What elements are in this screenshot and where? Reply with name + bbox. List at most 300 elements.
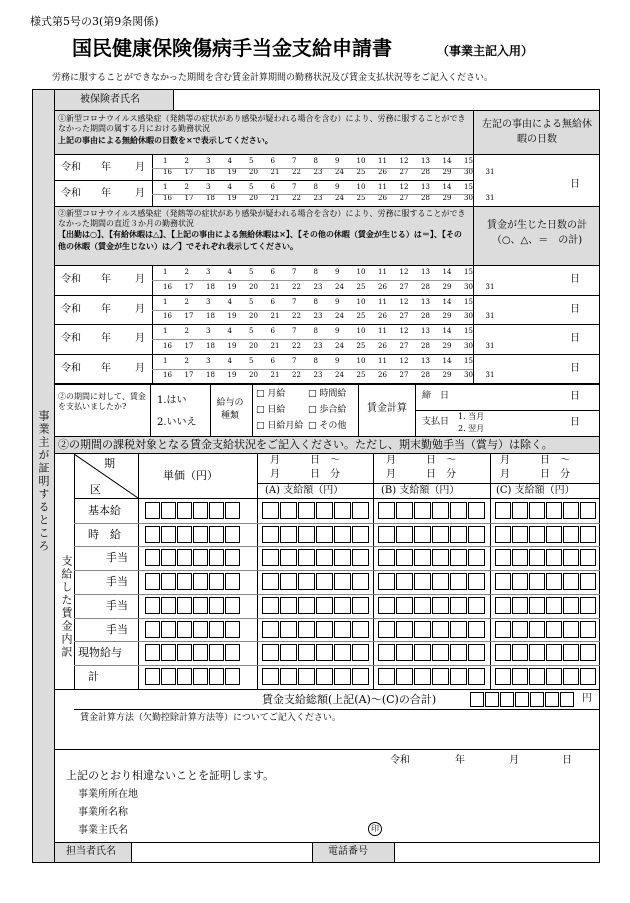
day-cell[interactable]: 5 — [249, 183, 254, 191]
amount-a-digit[interactable] — [334, 668, 351, 685]
amount-a-digit[interactable] — [316, 549, 333, 566]
amount-a-digit[interactable] — [334, 573, 351, 590]
day-cell[interactable]: 17 — [184, 194, 194, 202]
amount-b-digit[interactable] — [468, 668, 485, 685]
wage-type-commission[interactable]: □ 歩合給 — [308, 405, 347, 415]
day-cell[interactable]: 13 — [421, 157, 430, 165]
amount-a-digit[interactable] — [262, 621, 279, 638]
period-a-from[interactable]: 月 日 ～ — [270, 455, 340, 466]
amount-b-digit[interactable] — [468, 573, 485, 590]
amount-a-digit[interactable] — [280, 549, 297, 566]
day-cell[interactable]: 20 — [249, 282, 258, 291]
day-cell[interactable]: 13 — [421, 268, 430, 276]
amount-b-digit[interactable] — [414, 573, 431, 590]
day-cell[interactable]: 19 — [227, 371, 237, 379]
amount-a-digit[interactable] — [316, 644, 333, 661]
day-cell[interactable]: 5 — [249, 297, 254, 306]
day-cell[interactable]: 25 — [356, 194, 366, 202]
day-cell[interactable]: 24 — [335, 371, 344, 379]
day-cell[interactable]: 3 — [206, 183, 211, 191]
unit-price-digit[interactable] — [145, 597, 160, 614]
calc-method-field[interactable] — [76, 726, 596, 748]
section2-month-row[interactable] — [55, 296, 599, 325]
period-b-to[interactable]: 月 日 分 — [386, 469, 456, 480]
amount-c-digit[interactable] — [563, 644, 579, 661]
amount-c-digit[interactable] — [512, 549, 528, 566]
day-cell[interactable]: 13 — [421, 183, 430, 191]
amount-a-digit[interactable] — [262, 502, 279, 519]
day-cell[interactable]: 21 — [270, 341, 280, 350]
day-cell[interactable]: 27 — [399, 194, 409, 202]
amount-b-digit[interactable] — [378, 502, 395, 519]
wage-total-digit[interactable] — [560, 692, 574, 707]
day-cell[interactable]: 25 — [356, 282, 366, 291]
day-cell[interactable]: 22 — [292, 312, 301, 320]
day-cell[interactable]: 23 — [313, 341, 323, 350]
day-cell[interactable]: 6 — [270, 157, 275, 165]
amount-a-digit[interactable] — [334, 597, 351, 614]
day-cell[interactable]: 2 — [184, 183, 189, 191]
amount-c-digit[interactable] — [580, 573, 596, 590]
day-cell[interactable]: 19 — [227, 341, 237, 350]
day-cell[interactable]: 4 — [227, 356, 232, 365]
amount-c-digit[interactable] — [512, 668, 528, 685]
unit-price-digit[interactable] — [145, 526, 160, 543]
amount-b-digit[interactable] — [432, 621, 449, 638]
day-cell[interactable]: 9 — [335, 327, 340, 335]
unit-price-digit[interactable] — [209, 668, 224, 685]
day-cell[interactable]: 5 — [249, 327, 254, 335]
amount-a-digit[interactable] — [262, 644, 279, 661]
day-cell[interactable]: 7 — [292, 327, 297, 335]
unit-price-digit[interactable] — [193, 549, 208, 566]
day-cell[interactable]: 15 — [464, 356, 473, 365]
amount-c-digit[interactable] — [563, 621, 579, 638]
day-cell[interactable]: 16 — [163, 194, 172, 202]
wage-total-digit[interactable] — [500, 692, 514, 707]
day-cell[interactable]: 22 — [292, 168, 301, 176]
unit-price-digit[interactable] — [161, 668, 176, 685]
amount-a-digit[interactable] — [280, 573, 297, 590]
amount-a-digit[interactable] — [316, 573, 333, 590]
amount-b-digit[interactable] — [468, 597, 485, 614]
day-cell[interactable]: 9 — [335, 268, 340, 276]
amount-a-digit[interactable] — [280, 668, 297, 685]
day-cell[interactable]: 10 — [356, 327, 366, 335]
day-cell[interactable]: 13 — [421, 327, 430, 335]
unit-price-digit[interactable] — [209, 526, 224, 543]
unit-price-digit[interactable] — [177, 621, 192, 638]
day-cell[interactable]: 29 — [442, 282, 452, 291]
unit-price-digit[interactable] — [225, 597, 240, 614]
amount-b-digit[interactable] — [450, 597, 467, 614]
amount-b-digit[interactable] — [450, 526, 467, 543]
amount-b-digit[interactable] — [450, 621, 467, 638]
unit-price-digit[interactable] — [209, 597, 224, 614]
amount-b-digit[interactable] — [396, 668, 413, 685]
unit-price-digit[interactable] — [193, 668, 208, 685]
amount-c-digit[interactable] — [546, 502, 562, 519]
day-cell[interactable]: 14 — [442, 356, 452, 365]
amount-a-digit[interactable] — [334, 549, 351, 566]
day-cell[interactable]: 24 — [335, 341, 344, 350]
day-cell[interactable]: 27 — [399, 168, 409, 176]
day-cell[interactable]: 9 — [335, 157, 340, 165]
amount-a-digit[interactable] — [334, 621, 351, 638]
day-cell[interactable]: 23 — [313, 371, 323, 379]
unit-price-digit[interactable] — [225, 668, 240, 685]
day-cell[interactable]: 6 — [270, 297, 275, 306]
unit-price-digit[interactable] — [209, 502, 224, 519]
amount-b-digit[interactable] — [450, 549, 467, 566]
day-cell[interactable]: 21 — [270, 371, 280, 379]
amount-a-digit[interactable] — [262, 597, 279, 614]
day-cell[interactable]: 1 — [163, 183, 168, 191]
amount-a-digit[interactable] — [352, 526, 369, 543]
amount-b-digit[interactable] — [414, 502, 431, 519]
day-cell[interactable]: 3 — [206, 268, 211, 276]
day-cell[interactable]: 26 — [378, 341, 387, 350]
amount-b-digit[interactable] — [396, 597, 413, 614]
day-cell[interactable]: 13 — [421, 356, 430, 365]
amount-a-digit[interactable] — [316, 502, 333, 519]
unit-price-digit[interactable] — [193, 621, 208, 638]
day-cell[interactable]: 31 — [485, 282, 495, 291]
day-cell[interactable]: 16 — [163, 168, 172, 176]
amount-a-digit[interactable] — [334, 644, 351, 661]
day-cell[interactable]: 11 — [378, 268, 387, 276]
day-cell[interactable]: 8 — [313, 327, 318, 335]
day-cell[interactable]: 31 — [485, 168, 495, 176]
day-cell[interactable]: 4 — [227, 327, 232, 335]
unit-price-digit[interactable] — [145, 502, 160, 519]
unit-price-digit[interactable] — [161, 502, 176, 519]
amount-b-digit[interactable] — [378, 644, 395, 661]
day-cell[interactable]: 18 — [206, 371, 215, 379]
amount-b-digit[interactable] — [432, 644, 449, 661]
amount-a-digit[interactable] — [298, 621, 315, 638]
day-cell[interactable]: 26 — [378, 282, 387, 291]
day-cell[interactable]: 27 — [399, 312, 409, 320]
unit-price-digit[interactable] — [177, 502, 192, 519]
amount-a-digit[interactable] — [352, 573, 369, 590]
unit-price-digit[interactable] — [225, 621, 240, 638]
amount-a-digit[interactable] — [352, 549, 369, 566]
amount-c-digit[interactable] — [580, 549, 596, 566]
amount-b-digit[interactable] — [378, 597, 395, 614]
amount-a-digit[interactable] — [316, 526, 333, 543]
amount-c-digit[interactable] — [529, 668, 545, 685]
day-cell[interactable]: 12 — [399, 183, 409, 191]
day-cell[interactable]: 18 — [206, 168, 215, 176]
day-cell[interactable]: 23 — [313, 282, 323, 291]
phone-field[interactable] — [395, 843, 599, 862]
amount-c-digit[interactable] — [495, 573, 511, 590]
unit-price-digit[interactable] — [225, 549, 240, 566]
day-cell[interactable]: 30 — [464, 168, 473, 176]
day-cell[interactable]: 5 — [249, 268, 254, 276]
payment-yes-option[interactable]: 1.はい — [157, 395, 187, 406]
day-cell[interactable]: 4 — [227, 157, 232, 165]
day-cell[interactable]: 8 — [313, 297, 318, 306]
day-cell[interactable]: 24 — [335, 194, 344, 202]
unit-price-digit[interactable] — [161, 644, 176, 661]
amount-c-digit[interactable] — [529, 621, 545, 638]
amount-c-digit[interactable] — [495, 621, 511, 638]
unit-price-digit[interactable] — [177, 644, 192, 661]
amount-c-digit[interactable] — [546, 549, 562, 566]
amount-a-digit[interactable] — [334, 526, 351, 543]
wage-total-digit[interactable] — [470, 692, 484, 707]
day-cell[interactable]: 10 — [356, 157, 366, 165]
day-cell[interactable]: 2 — [184, 327, 189, 335]
amount-b-digit[interactable] — [468, 502, 485, 519]
day-cell[interactable]: 5 — [249, 356, 254, 365]
amount-c-digit[interactable] — [563, 573, 579, 590]
day-cell[interactable]: 3 — [206, 327, 211, 335]
day-cell[interactable]: 18 — [206, 341, 215, 350]
day-cell[interactable]: 25 — [356, 168, 366, 176]
day-cell[interactable]: 24 — [335, 282, 344, 291]
amount-a-digit[interactable] — [298, 526, 315, 543]
day-cell[interactable]: 6 — [270, 356, 275, 365]
wage-total-digit[interactable] — [485, 692, 499, 707]
day-cell[interactable]: 11 — [378, 356, 387, 365]
day-cell[interactable]: 12 — [399, 157, 409, 165]
amount-c-digit[interactable] — [512, 573, 528, 590]
unit-price-digit[interactable] — [145, 621, 160, 638]
day-cell[interactable]: 17 — [184, 168, 194, 176]
unit-price-digit[interactable] — [225, 526, 240, 543]
amount-b-digit[interactable] — [396, 549, 413, 566]
wage-total-digit[interactable] — [545, 692, 559, 707]
amount-c-digit[interactable] — [512, 502, 528, 519]
day-cell[interactable]: 14 — [442, 268, 452, 276]
amount-a-digit[interactable] — [262, 573, 279, 590]
wage-total-digit[interactable] — [530, 692, 544, 707]
day-cell[interactable]: 1 — [163, 157, 168, 165]
day-cell[interactable]: 7 — [292, 157, 297, 165]
unit-price-digit[interactable] — [177, 597, 192, 614]
amount-b-digit[interactable] — [450, 644, 467, 661]
amount-c-digit[interactable] — [563, 526, 579, 543]
amount-c-digit[interactable] — [512, 597, 528, 614]
day-cell[interactable]: 1 — [163, 356, 168, 365]
wage-type-monthly[interactable]: □ 月給 — [256, 389, 286, 399]
unit-price-digit[interactable] — [145, 549, 160, 566]
amount-a-digit[interactable] — [280, 526, 297, 543]
day-cell[interactable]: 3 — [206, 157, 211, 165]
day-cell[interactable]: 10 — [356, 297, 366, 306]
amount-a-digit[interactable] — [298, 597, 315, 614]
day-cell[interactable]: 22 — [292, 341, 301, 350]
pay-option-current[interactable]: 1. 当月 — [458, 412, 485, 421]
amount-b-digit[interactable] — [432, 549, 449, 566]
unit-price-digit[interactable] — [193, 644, 208, 661]
amount-c-digit[interactable] — [529, 597, 545, 614]
amount-c-digit[interactable] — [512, 526, 528, 543]
day-cell[interactable]: 27 — [399, 371, 409, 379]
day-cell[interactable]: 10 — [356, 183, 366, 191]
amount-b-digit[interactable] — [414, 597, 431, 614]
amount-c-digit[interactable] — [563, 668, 579, 685]
day-cell[interactable]: 20 — [249, 168, 258, 176]
unit-price-digit[interactable] — [209, 621, 224, 638]
day-cell[interactable]: 19 — [227, 282, 237, 291]
amount-b-digit[interactable] — [396, 644, 413, 661]
unit-price-digit[interactable] — [209, 549, 224, 566]
amount-b-digit[interactable] — [432, 597, 449, 614]
amount-a-digit[interactable] — [316, 621, 333, 638]
amount-c-digit[interactable] — [580, 668, 596, 685]
amount-c-digit[interactable] — [495, 597, 511, 614]
day-cell[interactable]: 15 — [464, 157, 473, 165]
unit-price-digit[interactable] — [193, 502, 208, 519]
amount-c-digit[interactable] — [495, 549, 511, 566]
amount-a-digit[interactable] — [334, 502, 351, 519]
day-cell[interactable]: 7 — [292, 297, 297, 306]
day-cell[interactable]: 17 — [184, 371, 194, 379]
section1-month-row[interactable] — [55, 181, 599, 206]
amount-a-digit[interactable] — [280, 621, 297, 638]
unit-price-digit[interactable] — [177, 573, 192, 590]
day-cell[interactable]: 16 — [163, 371, 172, 379]
amount-c-digit[interactable] — [529, 549, 545, 566]
amount-c-digit[interactable] — [495, 644, 511, 661]
day-cell[interactable]: 10 — [356, 268, 366, 276]
day-cell[interactable]: 8 — [313, 268, 318, 276]
day-cell[interactable]: 21 — [270, 168, 280, 176]
amount-b-digit[interactable] — [378, 573, 395, 590]
insured-name-field[interactable] — [174, 90, 599, 110]
day-cell[interactable]: 13 — [421, 297, 430, 306]
amount-c-digit[interactable] — [495, 502, 511, 519]
amount-c-digit[interactable] — [546, 621, 562, 638]
amount-a-digit[interactable] — [352, 597, 369, 614]
day-cell[interactable]: 8 — [313, 157, 318, 165]
day-cell[interactable]: 23 — [313, 312, 323, 320]
amount-b-digit[interactable] — [432, 502, 449, 519]
amount-c-digit[interactable] — [512, 621, 528, 638]
day-cell[interactable]: 29 — [442, 371, 452, 379]
day-cell[interactable]: 18 — [206, 312, 215, 320]
day-cell[interactable]: 6 — [270, 268, 275, 276]
amount-c-digit[interactable] — [529, 573, 545, 590]
day-cell[interactable]: 14 — [442, 297, 452, 306]
day-cell[interactable]: 5 — [249, 157, 254, 165]
day-cell[interactable]: 28 — [421, 312, 430, 320]
amount-b-digit[interactable] — [450, 668, 467, 685]
day-cell[interactable]: 29 — [442, 194, 452, 202]
amount-c-digit[interactable] — [580, 644, 596, 661]
day-cell[interactable]: 3 — [206, 356, 211, 365]
amount-b-digit[interactable] — [378, 549, 395, 566]
unit-price-digit[interactable] — [177, 549, 192, 566]
period-b-from[interactable]: 月 日 ～ — [386, 455, 456, 466]
amount-a-digit[interactable] — [262, 526, 279, 543]
day-cell[interactable]: 7 — [292, 183, 297, 191]
day-cell[interactable]: 9 — [335, 356, 340, 365]
amount-a-digit[interactable] — [352, 668, 369, 685]
amount-b-digit[interactable] — [414, 526, 431, 543]
amount-c-digit[interactable] — [512, 644, 528, 661]
day-cell[interactable]: 12 — [399, 356, 409, 365]
day-cell[interactable]: 20 — [249, 371, 258, 379]
amount-c-digit[interactable] — [495, 526, 511, 543]
day-cell[interactable]: 17 — [184, 341, 194, 350]
day-cell[interactable]: 28 — [421, 282, 430, 291]
amount-c-digit[interactable] — [546, 597, 562, 614]
day-cell[interactable]: 11 — [378, 327, 387, 335]
day-cell[interactable]: 26 — [378, 168, 387, 176]
unit-price-digit[interactable] — [161, 621, 176, 638]
period-c-from[interactable]: 月 日 ～ — [500, 455, 570, 466]
unit-price-digit[interactable] — [209, 573, 224, 590]
day-cell[interactable]: 19 — [227, 312, 237, 320]
unit-price-digit[interactable] — [177, 526, 192, 543]
day-cell[interactable]: 11 — [378, 297, 387, 306]
day-cell[interactable]: 22 — [292, 282, 301, 291]
day-cell[interactable]: 8 — [313, 183, 318, 191]
amount-c-digit[interactable] — [580, 526, 596, 543]
amount-b-digit[interactable] — [396, 502, 413, 519]
wage-type-other[interactable]: □ その他 — [308, 421, 347, 431]
day-cell[interactable]: 15 — [464, 268, 473, 276]
day-cell[interactable]: 14 — [442, 183, 452, 191]
period-c-to[interactable]: 月 日 分 — [500, 469, 570, 480]
amount-b-digit[interactable] — [450, 502, 467, 519]
amount-c-digit[interactable] — [580, 502, 596, 519]
day-cell[interactable]: 11 — [378, 183, 387, 191]
amount-a-digit[interactable] — [280, 644, 297, 661]
section2-month-row[interactable] — [55, 266, 599, 295]
period-a-to[interactable]: 月 日 分 — [270, 469, 340, 480]
amount-a-digit[interactable] — [262, 668, 279, 685]
amount-c-digit[interactable] — [546, 573, 562, 590]
day-cell[interactable]: 30 — [464, 312, 473, 320]
amount-a-digit[interactable] — [280, 502, 297, 519]
day-cell[interactable]: 25 — [356, 312, 366, 320]
day-cell[interactable]: 30 — [464, 194, 473, 202]
amount-b-digit[interactable] — [396, 573, 413, 590]
wage-type-hourly[interactable]: □ 時間給 — [308, 389, 347, 399]
unit-price-digit[interactable] — [145, 668, 160, 685]
day-cell[interactable]: 21 — [270, 312, 280, 320]
day-cell[interactable]: 6 — [270, 183, 275, 191]
unit-price-digit[interactable] — [161, 549, 176, 566]
day-cell[interactable]: 4 — [227, 183, 232, 191]
unit-price-digit[interactable] — [161, 526, 176, 543]
amount-a-digit[interactable] — [298, 573, 315, 590]
amount-c-digit[interactable] — [546, 526, 562, 543]
amount-c-digit[interactable] — [563, 597, 579, 614]
day-cell[interactable]: 10 — [356, 356, 366, 365]
day-cell[interactable]: 2 — [184, 157, 189, 165]
day-cell[interactable]: 12 — [399, 327, 409, 335]
day-cell[interactable]: 12 — [399, 297, 409, 306]
amount-b-digit[interactable] — [432, 526, 449, 543]
day-cell[interactable]: 27 — [399, 282, 409, 291]
day-cell[interactable]: 30 — [464, 371, 473, 379]
amount-b-digit[interactable] — [414, 549, 431, 566]
day-cell[interactable]: 17 — [184, 312, 194, 320]
day-cell[interactable]: 7 — [292, 356, 297, 365]
amount-b-digit[interactable] — [378, 621, 395, 638]
pay-option-next[interactable]: 2. 翌月 — [458, 424, 485, 433]
day-cell[interactable]: 22 — [292, 371, 301, 379]
amount-b-digit[interactable] — [414, 668, 431, 685]
day-cell[interactable]: 15 — [464, 183, 473, 191]
